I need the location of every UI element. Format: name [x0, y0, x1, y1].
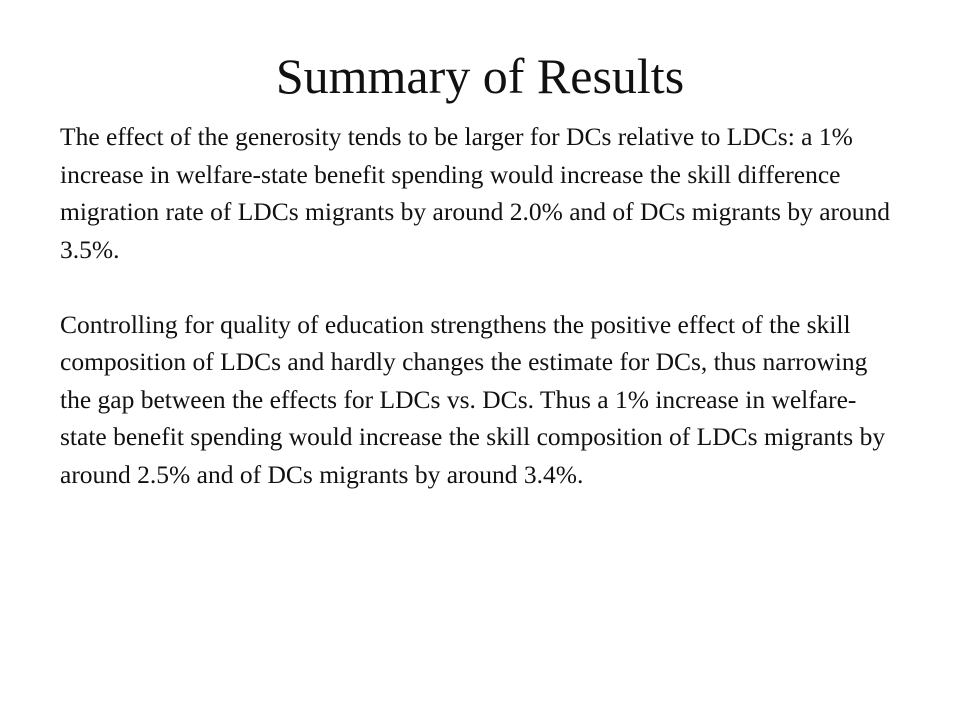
- paragraph-education-quality: Controlling for quality of education strengthens the positive effect of the skill composition of LDCs and hardly changes the estimate for DCs, thus narrowing the gap between the effects for LDCs vs. DCs. Thus a 1% increase in welfare-state benefit spending would increase the skill composition of LDCs migrants by around 2.5% and of DCs migrants by around 3.4%.: [60, 309, 886, 489]
- paragraph-generosity-effect: The effect of the generosity tends to be larger for DCs relative to LDCs: a 1% increase in welfare-state benefit spending would increase the skill difference migration rate of LDCs migrants by around 2.0% and of DCs migrants by around 3.5%.: [60, 122, 891, 264]
- slide-title: Summary of Results: [275, 48, 685, 104]
- slide-body: [60, 118, 900, 493]
